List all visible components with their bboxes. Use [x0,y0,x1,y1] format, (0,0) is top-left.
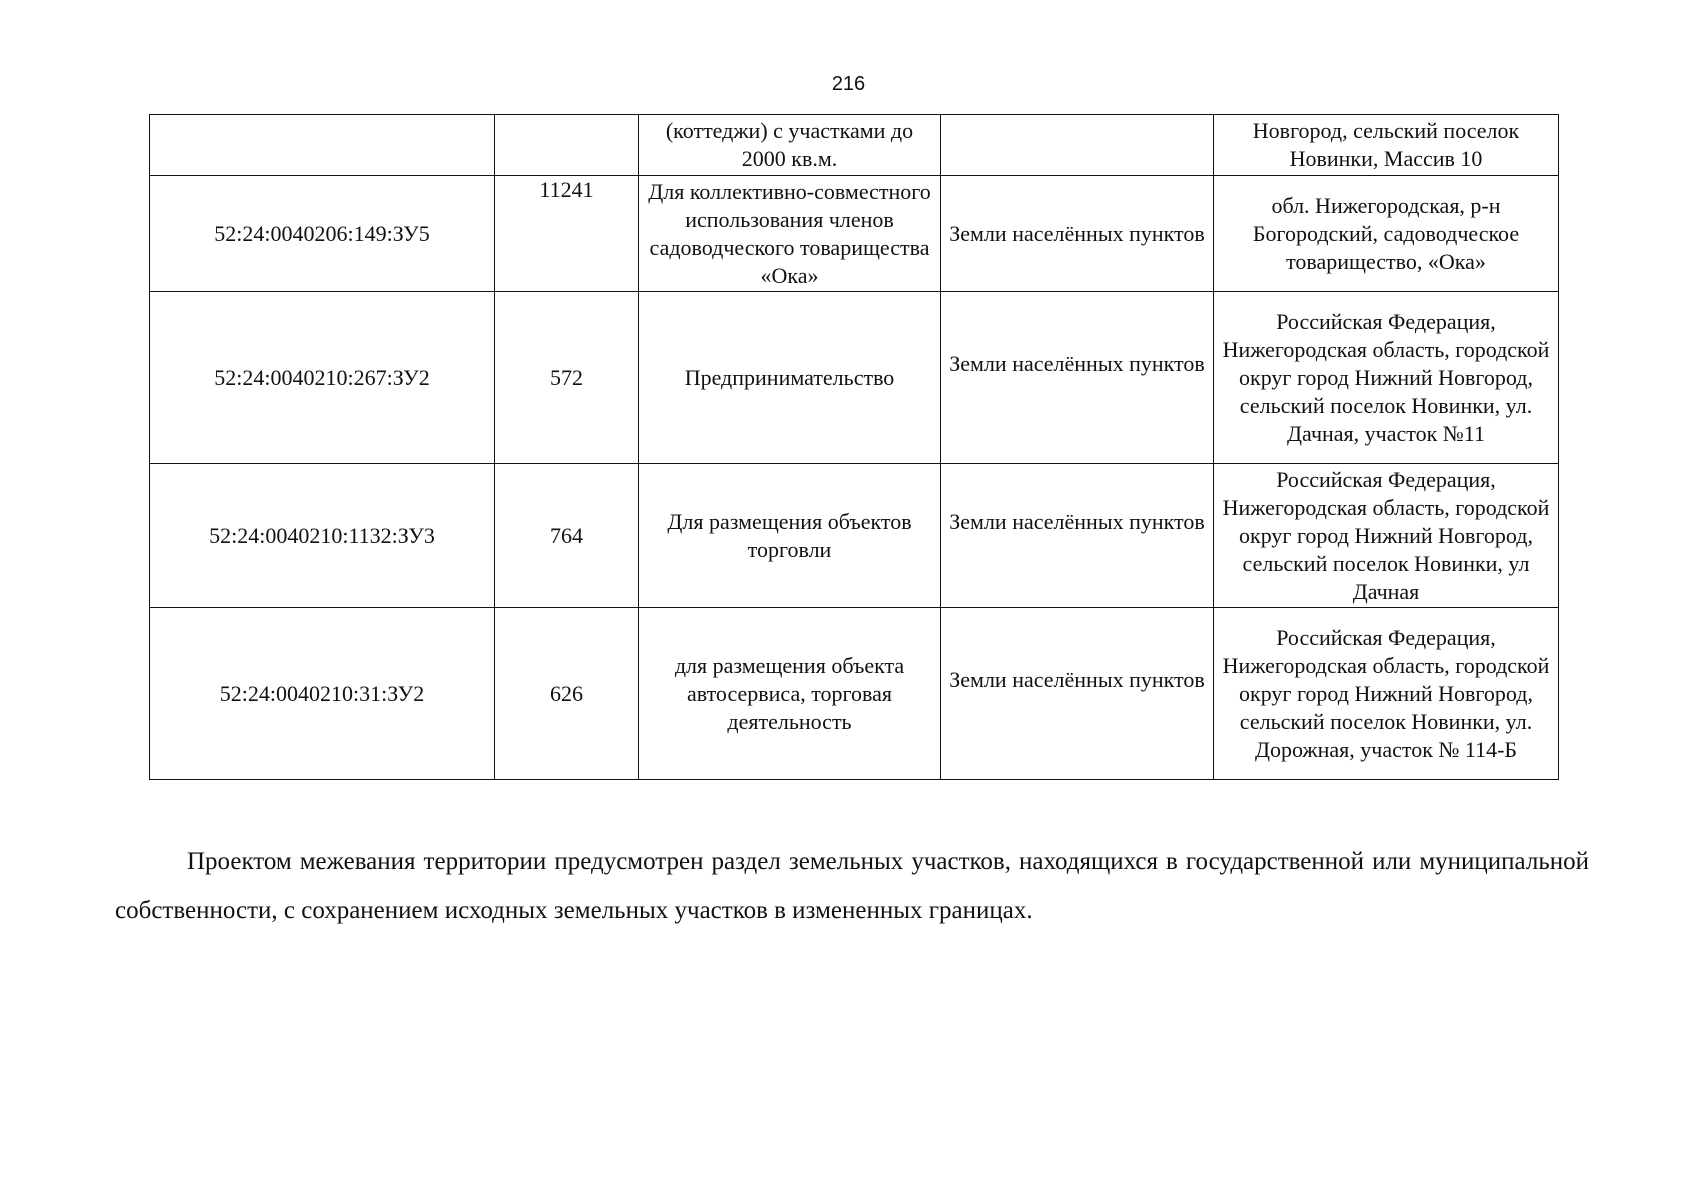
area-cell: 764 [495,464,639,608]
table-row [150,292,1559,464]
area-cell: 572 [495,292,639,464]
address-cell: Российская Федерация, Нижегородская область, городской округ город Нижний Новгород, сельский поселок Новинки, ул Дачная [1214,464,1559,608]
address-cell: Российская Федерация, Нижегородская область, городской округ город Нижний Новгород, сельский поселок Новинки, ул. Дорожная, участок № 114-Б [1214,608,1559,780]
land-category-cell: Земли населённых пунктов [941,176,1214,292]
cadastral-number-cell: 52:24:0040210:31:ЗУ2 [150,608,495,780]
table-row [150,115,1559,176]
land-category-cell [941,115,1214,176]
address-cell: Российская Федерация, Нижегородская область, городской округ город Нижний Новгород, сельский поселок Новинки, ул. Дачная, участок №11 [1214,292,1559,464]
table-row [150,464,1559,608]
permitted-use-cell: Для коллективно-совместного использования членов садоводческого товарищества «Ока» [639,176,941,292]
page-number: 216 [831,73,866,95]
permitted-use-cell: (коттеджи) с участками до 2000 кв.м. [639,115,941,176]
table-row [150,176,1559,292]
cadastral-number-cell: 52:24:0040210:267:ЗУ2 [150,292,495,464]
address-cell: обл. Нижегородская, р-н Богородский, садоводческое товарищество, «Ока» [1214,176,1559,292]
permitted-use-cell: для размещения объекта автосервиса, торговая деятельность [639,608,941,780]
permitted-use-cell: Предпринимательство [639,292,941,464]
cadastral-number-cell [150,115,495,176]
cadastral-number-cell: 52:24:0040206:149:ЗУ5 [150,176,495,292]
land-category-cell: Земли населённых пунктов [941,292,1214,464]
body-paragraph: Проектом межевания территории предусмотрен раздел земельных участков, находящихся в государственной или муниципальной собственности, с сохранением исходных земельных участков в измененных границах. [115,848,1589,924]
area-cell: 11241 [495,176,639,292]
address-cell: Новгород, сельский поселок Новинки, Массив 10 [1214,115,1559,176]
permitted-use-cell: Для размещения объектов торговли [639,464,941,608]
cadastral-number-cell: 52:24:0040210:1132:ЗУ3 [150,464,495,608]
table-row [150,608,1559,780]
land-category-cell: Земли населённых пунктов [941,464,1214,608]
land-category-cell: Земли населённых пунктов [941,608,1214,780]
land-parcels-table [149,114,1559,780]
area-cell [495,115,639,176]
area-cell: 626 [495,608,639,780]
